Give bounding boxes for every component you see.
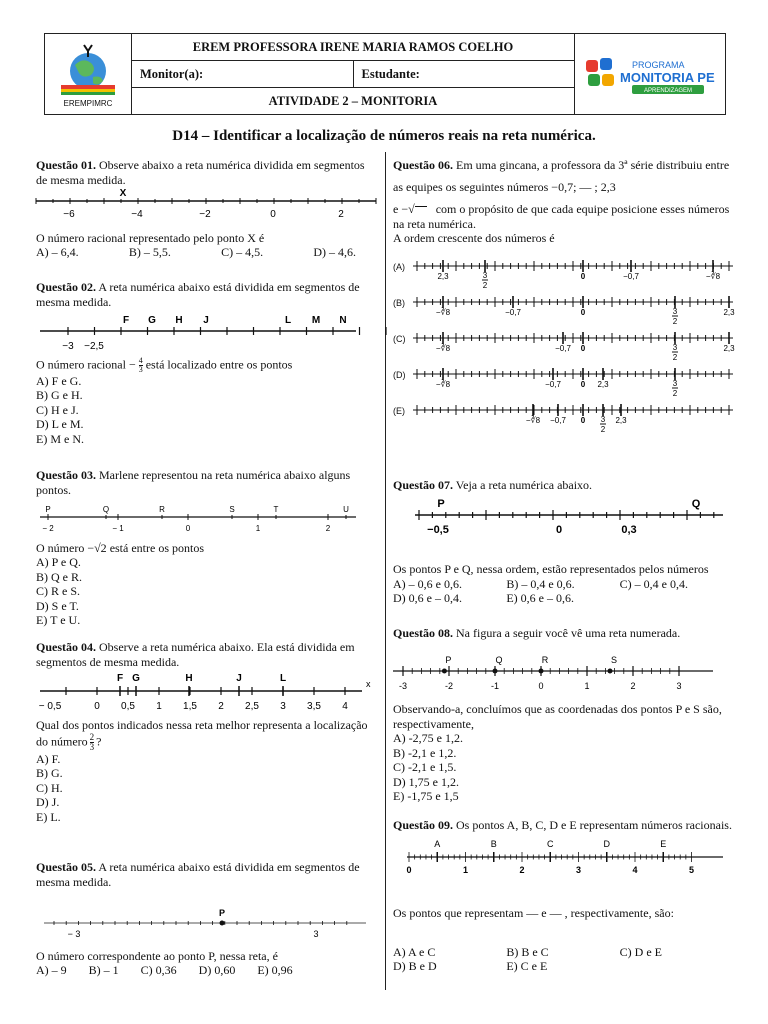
q2-point-label: M: [311, 315, 321, 326]
school-logo-text: EREMPIMRC: [63, 98, 113, 108]
q8-point: [493, 668, 498, 673]
q6-number-line: [413, 328, 733, 364]
q5-option[interactable]: D) 0,60: [198, 963, 236, 977]
q4-option[interactable]: E) L.: [36, 809, 61, 824]
q2-frac-num: 4: [138, 355, 143, 365]
q7-tick-label: 0: [555, 523, 563, 536]
q7-point-label: Q: [691, 497, 701, 510]
question-02: [36, 280, 376, 446]
q9-label: Questão 09.: [393, 818, 453, 832]
q9-point-label: A: [434, 838, 441, 849]
q6-label-den: 2: [482, 280, 488, 290]
q9-number-line: [393, 833, 733, 881]
q9-option[interactable]: C) D e E: [619, 944, 662, 959]
q3-point-label: R: [159, 505, 165, 514]
q1-tick-label: 2: [338, 209, 344, 220]
q8-tick-label: -2: [444, 680, 454, 691]
q9-option[interactable]: E) C e E: [506, 959, 548, 973]
q6-number-line: [413, 400, 733, 436]
q8-number-line: [393, 641, 733, 699]
q9-tick-label: 0: [406, 864, 412, 875]
question-07: [393, 478, 733, 606]
q4-frac-num: 2: [89, 731, 95, 742]
q2-text: A reta numérica abaixo está dividida em segmentos de mesma medida.: [36, 280, 360, 309]
q8-point: [539, 668, 544, 673]
q6-label: −0,7: [555, 343, 571, 353]
q4-number-line: [36, 669, 376, 713]
q3-option[interactable]: E) T e U.: [36, 613, 81, 627]
q2-option[interactable]: B) G e H.: [36, 388, 83, 402]
q2-point-label: N: [339, 315, 347, 326]
q4-tick-label: 3: [280, 701, 286, 712]
q6-label: −∛8: [435, 379, 451, 389]
q4-ask-a: Qual dos pontos indicados nessa reta melhor representa a localização do número: [36, 717, 368, 748]
q3-option[interactable]: D) S e T.: [36, 598, 79, 613]
page-title: D14 – Identificar a localização de números reais na reta numérica.: [172, 128, 596, 144]
q8-option[interactable]: A) -2,75 e 1,2.: [393, 731, 463, 745]
q8-point: [608, 668, 613, 673]
q3-tick-label: 0: [185, 524, 191, 533]
program-small: PROGRAMA: [632, 60, 685, 70]
q4-point-label: L: [279, 673, 287, 684]
q2-tick-label: −2,5: [84, 341, 104, 352]
q5-text: A reta numérica abaixo está dividida em segmentos de mesma medida.: [36, 860, 360, 889]
q1-tick-label: −2: [199, 209, 211, 220]
q6-label-num: 3: [600, 414, 606, 424]
q3-label: Questão 03.: [36, 468, 96, 482]
q1-tick-label: −4: [131, 209, 143, 220]
q4-tick-label: 0,5: [121, 701, 135, 712]
question-05: [36, 860, 376, 978]
q4-tick-label: 2,5: [245, 701, 259, 712]
q5-option[interactable]: C) 0,36: [140, 963, 177, 977]
q1-label: Questão 01.: [36, 158, 96, 172]
question-01: [36, 158, 376, 260]
q6-option-letter: (E): [393, 405, 405, 416]
q6-label-den: 2: [672, 352, 678, 362]
q6-text-b: e −√: [393, 202, 415, 216]
q1-tick-label: 0: [270, 209, 276, 220]
q3-option[interactable]: B) Q e R.: [36, 569, 82, 584]
q1-point-label: X: [119, 188, 127, 199]
q3-point-label: T: [273, 505, 279, 514]
q9-option[interactable]: D) B e D: [393, 959, 437, 973]
column-divider: [385, 152, 386, 990]
q6-label-den: 2: [600, 424, 606, 434]
question-08: [393, 626, 733, 804]
q5-tick-label: 3: [313, 929, 319, 939]
q4-tick-label: 2: [218, 701, 224, 712]
q2-frac-den: 3: [138, 364, 143, 374]
q6-option-letter: (A): [393, 261, 405, 272]
q6-number-line: [413, 292, 733, 328]
q6-ask: A ordem crescente dos números é: [393, 231, 555, 245]
q3-ask-b: está entre os pontos: [109, 540, 204, 555]
q6-option-letter: (B): [393, 297, 405, 308]
q1-option[interactable]: B) – 5,5.: [128, 245, 171, 259]
q9-tick-label: 4: [632, 864, 638, 875]
q6-text-a: Em uma gincana, a professora da 3ª série distribuiu entre as equipes os seguintes números −0,7; — ; 2,3: [393, 158, 730, 194]
q3-point-label: P: [45, 505, 51, 514]
q4-point-label: G: [132, 673, 140, 684]
q2-point-label: F: [122, 315, 130, 326]
q3-tick-label: − 2: [42, 524, 54, 533]
q6-label: −0,7: [550, 415, 566, 425]
q7-option[interactable]: A) – 0,6 e 0,6.: [393, 576, 462, 591]
program-tag: APRENDIZAGEM: [643, 88, 693, 94]
school-logo: [45, 34, 132, 114]
q1-option[interactable]: C) – 4,5.: [221, 245, 264, 259]
q6-label: 0: [580, 415, 586, 425]
q8-tick-label: -3: [398, 680, 408, 691]
q6-label-num: 3: [672, 342, 678, 352]
q9-point-label: D: [603, 838, 610, 849]
q7-ask: Os pontos P e Q, nessa ordem, estão representados pelos números: [393, 562, 709, 576]
q4-text: Observe a reta numérica abaixo. Ela está dividida em segmentos de mesma medida.: [36, 640, 355, 669]
q8-point-label: Q: [495, 654, 503, 665]
q5-option[interactable]: E) 0,96: [257, 963, 293, 977]
q8-point: [442, 668, 447, 673]
q9-point-label: B: [490, 838, 497, 849]
school-name: EREM PROFESSORA IRENE MARIA RAMOS COELHO: [132, 34, 574, 61]
q4-label: Questão 04.: [36, 640, 96, 654]
q6-label: 0: [580, 307, 586, 317]
q4-ask-b: ?: [96, 733, 102, 748]
q8-tick-label: 3: [676, 680, 682, 691]
q3-point-label: S: [229, 505, 235, 514]
q7-option[interactable]: D) 0,6 e – 0,4.: [393, 591, 462, 605]
q7-tick-label: −0,5: [427, 523, 449, 536]
activity-title: ATIVIDADE 2 – MONITORIA: [268, 93, 438, 108]
q2-tick-label: −3: [62, 341, 74, 352]
q1-number-line: [36, 187, 376, 227]
q9-ask: Os pontos que representam — e — , respectivamente, são:: [393, 906, 674, 920]
student-field[interactable]: Estudante:: [361, 66, 420, 81]
q9-text: Os pontos A, B, C, D e E representam números racionais.: [456, 818, 732, 832]
q8-option[interactable]: B) -2,1 e 1,2.: [393, 745, 457, 760]
q6-option-letter: (C): [393, 333, 406, 344]
q4-tick-label: 1: [156, 701, 162, 712]
globe-icon: [53, 41, 123, 103]
q7-text: Veja a reta numérica abaixo.: [455, 478, 593, 492]
q6-label: −∛8: [705, 271, 721, 281]
q8-tick-label: 0: [538, 680, 544, 691]
q6-label-num: 3: [672, 378, 678, 388]
q5-number-line: [36, 889, 376, 945]
q8-tick-label: 1: [584, 680, 590, 691]
monitor-field[interactable]: Monitor(a):: [132, 61, 354, 87]
q4-tick-label: 1,5: [183, 701, 197, 712]
q9-option[interactable]: A) A e C: [393, 944, 436, 959]
q6-label: 2,3: [723, 343, 735, 353]
question-03: [36, 468, 376, 628]
q3-tick-label: − 1: [112, 524, 124, 533]
q5-option[interactable]: A) – 9: [36, 963, 67, 977]
q6-label: −∛8: [525, 415, 541, 425]
q6-label: 2,3: [437, 271, 449, 281]
q6-label: 0: [580, 379, 586, 389]
q7-option[interactable]: B) – 0,4 e 0,6.: [506, 576, 575, 591]
q4-point-label: F: [116, 673, 124, 684]
q8-option[interactable]: C) -2,1 e 1,5.: [393, 760, 457, 774]
q6-label: 2,3: [723, 307, 735, 317]
q6-label: −∛8: [435, 307, 451, 317]
q6-label: Questão 06.: [393, 158, 453, 172]
q2-ask-b: está localizado entre os pontos: [145, 356, 293, 371]
q9-option[interactable]: B) B e C: [506, 944, 549, 959]
q6-label: 2,3: [615, 415, 627, 425]
q3-tick-label: 2: [325, 524, 331, 533]
question-06: [393, 158, 733, 436]
q4-option[interactable]: C) H.: [36, 780, 63, 795]
q8-text: Na figura a seguir você vê uma reta numerada.: [456, 626, 681, 640]
q2-option[interactable]: D) L e M.: [36, 417, 84, 431]
q6-option-letter: (D): [393, 369, 406, 380]
q5-label: Questão 05.: [36, 860, 96, 874]
q2-point-label: G: [148, 315, 156, 326]
q6-label-den: 2: [672, 316, 678, 326]
q8-option[interactable]: D) 1,75 e 1,2.: [393, 774, 459, 789]
q4-axis-label: x: [366, 679, 371, 689]
q1-option[interactable]: A) – 6,4.: [36, 245, 79, 259]
q2-option[interactable]: C) H e J.: [36, 402, 79, 417]
q9-point-label: E: [660, 838, 667, 849]
q4-option[interactable]: D) J.: [36, 795, 60, 809]
q3-number-line: [36, 497, 376, 537]
q2-number-line: [36, 309, 376, 353]
q7-option[interactable]: E) 0,6 e – 0,6.: [506, 591, 574, 605]
q7-tick-label: 0,3: [621, 523, 637, 536]
q6-label: 2,3: [597, 379, 609, 389]
q8-option[interactable]: E) -1,75 e 1,5: [393, 789, 459, 803]
q4-point-label: J: [236, 673, 242, 684]
q9-tick-label: 5: [688, 864, 695, 875]
q7-point-label: P: [437, 497, 445, 510]
q6-option[interactable]: [393, 400, 733, 436]
q9-tick-label: 1: [462, 864, 469, 875]
q2-label: Questão 02.: [36, 280, 96, 294]
q3-option[interactable]: A) P e Q.: [36, 555, 81, 569]
q5-ask: O número correspondente ao ponto P, nessa reta, é: [36, 948, 278, 963]
q1-option[interactable]: D) – 4,6.: [313, 245, 356, 259]
q4-frac-den: 3: [89, 741, 95, 752]
q5-option[interactable]: B) – 1: [88, 963, 119, 977]
puzzle-icon: [586, 58, 614, 86]
q9-tick-label: 3: [575, 864, 582, 875]
q6-option[interactable]: [393, 256, 733, 292]
q5-tick-label: − 3: [67, 929, 81, 939]
q6-label: 0: [580, 343, 586, 353]
q1-ask: O número racional representado pelo ponto X é: [36, 230, 265, 245]
q5-point-label: P: [218, 908, 226, 918]
q6-number-line: [413, 256, 733, 292]
question-04: [36, 640, 376, 824]
question-09: [393, 818, 733, 974]
q2-point-label: H: [175, 315, 183, 326]
q8-point-label: P: [445, 654, 452, 665]
q2-point-label: L: [284, 315, 292, 326]
q6-label-num: 3: [672, 306, 678, 316]
q6-text-c: com o propósito de que cada equipe posicione esses números na reta numérica.: [393, 202, 730, 231]
q8-point-label: S: [610, 654, 618, 665]
q3-point-label: U: [343, 505, 349, 514]
q9-tick-label: 2: [519, 864, 525, 875]
q6-label-den: 2: [672, 388, 678, 398]
q4-tick-label: 3,5: [307, 701, 321, 712]
q7-number-line: [393, 493, 733, 551]
q4-option[interactable]: B) G.: [36, 766, 63, 780]
q6-label: −0,7: [623, 271, 639, 281]
q6-label-num: 3: [482, 270, 488, 280]
q6-label: −∛8: [435, 343, 451, 353]
q3-text: Marlene representou na reta numérica abaixo alguns pontos.: [36, 468, 351, 497]
q6-number-line: [413, 364, 733, 400]
q8-point-label: R: [541, 654, 549, 665]
q6-label: −0,7: [505, 307, 521, 317]
q6-option[interactable]: [393, 328, 733, 364]
header-box: [44, 33, 726, 115]
q8-ask: Observando-a, concluímos que as coordenadas dos pontos P e S são, respectivamente,: [393, 702, 722, 731]
q4-option[interactable]: A) F.: [36, 751, 61, 766]
q2-ask-a: O número racional −: [36, 356, 136, 371]
q2-option[interactable]: A) F e G.: [36, 373, 82, 388]
q8-tick-label: 2: [630, 680, 636, 691]
q4-tick-label: 4: [342, 701, 348, 712]
q1-text: Observe abaixo a reta numérica dividida em segmentos de mesma medida.: [36, 158, 365, 187]
q8-tick-label: -1: [490, 680, 500, 691]
q2-option[interactable]: E) M e N.: [36, 431, 84, 446]
q8-label: Questão 08.: [393, 626, 453, 640]
q7-option[interactable]: C) – 0,4 e 0,4.: [619, 576, 688, 591]
q3-tick-label: 1: [255, 524, 261, 533]
q3-option[interactable]: C) R e S.: [36, 584, 81, 598]
q6-option[interactable]: [393, 292, 733, 328]
q6-label: 0: [580, 271, 586, 281]
q4-tick-label: 0: [94, 701, 100, 712]
program-big: MONITORIA PE: [620, 70, 715, 85]
q3-point-label: Q: [102, 505, 110, 514]
q6-label: −0,7: [545, 379, 561, 389]
q3-ask-a: O número −√2: [36, 540, 107, 555]
q6-option[interactable]: [393, 364, 733, 400]
q1-tick-label: −6: [63, 209, 75, 220]
q2-point-label: J: [203, 315, 209, 326]
program-logo: [574, 34, 725, 114]
q4-point-label: H: [185, 673, 193, 684]
q4-tick-label: − 0,5: [38, 701, 62, 712]
q7-label: Questão 07.: [393, 478, 453, 492]
q9-point-label: C: [547, 838, 554, 849]
